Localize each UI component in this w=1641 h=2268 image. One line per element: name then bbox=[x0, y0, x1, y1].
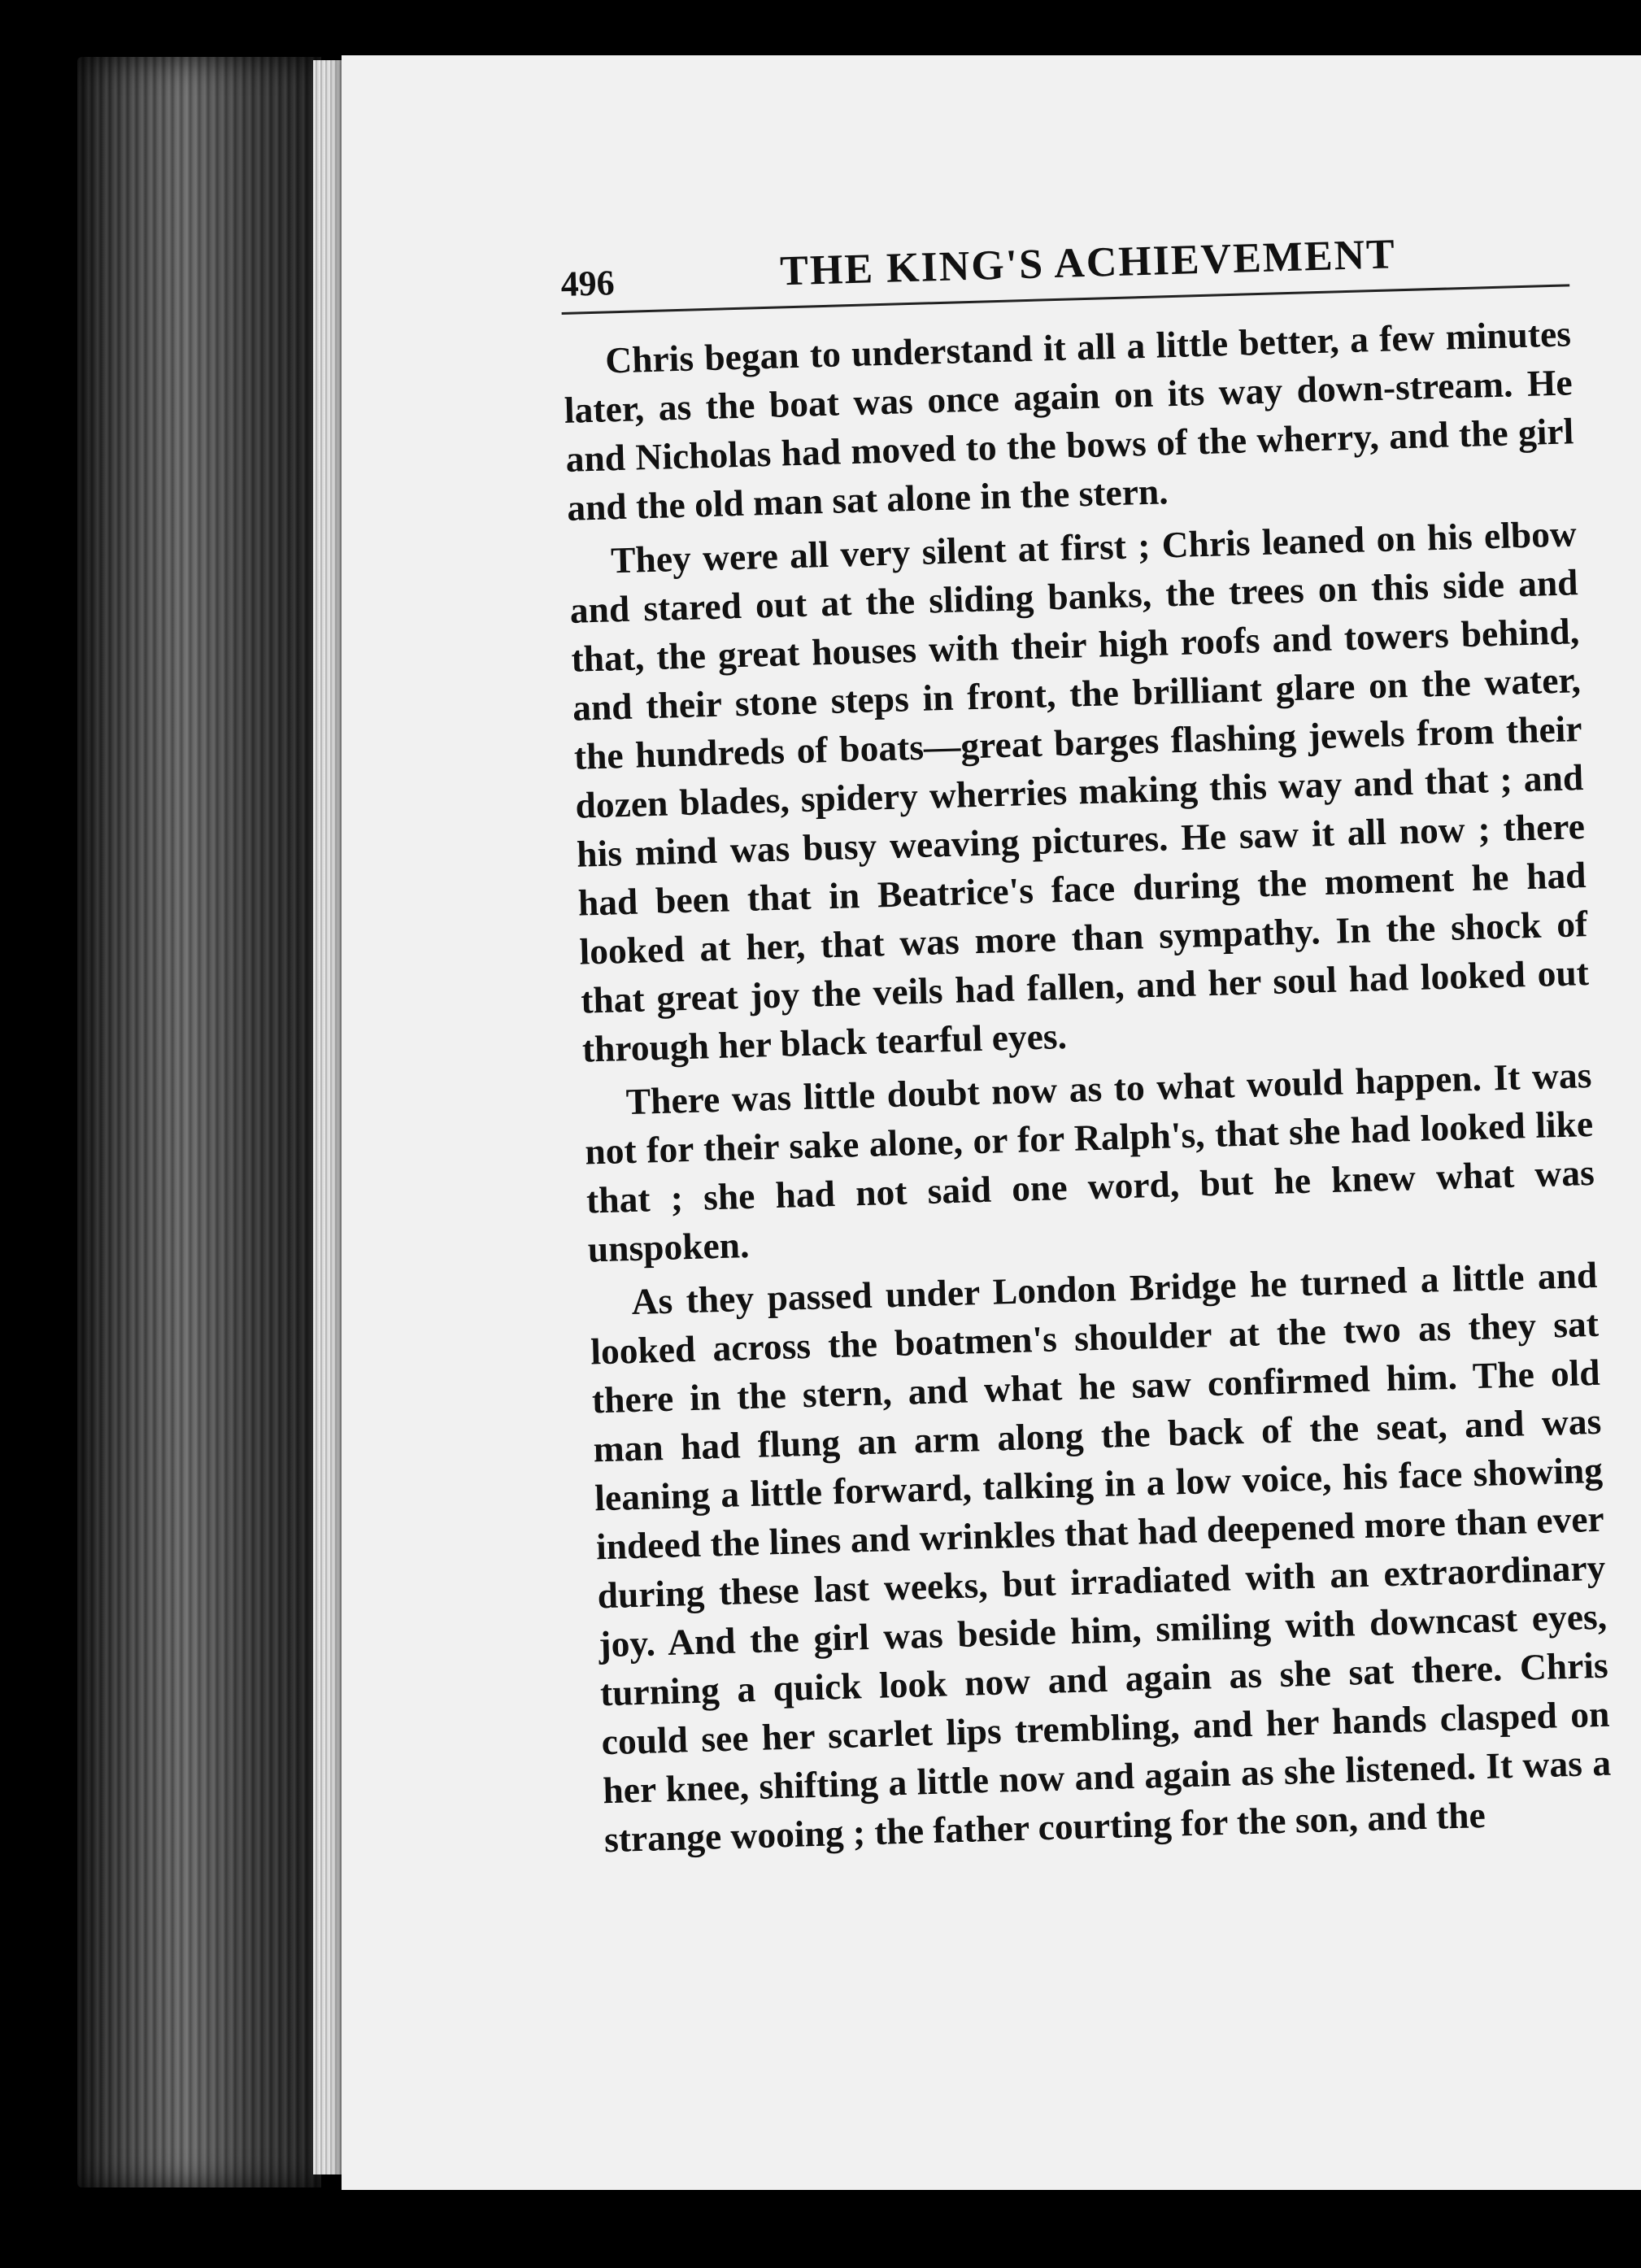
paragraph-4: As they passed under London Bridge he turned a little and looked across the boatmen's shoulder at the two as they sat there in the stern, and what he saw confirmed him. The old man had flung an arm along the back of the seat, and was leaning a little forward, talking in a low voice, his face showing indeed the lines and wrinkles that had deepened more than ever during these last weeks, but irradiated with an extraordinary joy. And the girl was beside him, smiling with downcast eyes, turning a quick look now and again as she sat there. Chris could see her scarlet lips trembling, and her hands clasped on her knee, shifting a little now and again as she listened. It was a strange wooing ; the father courting for the son, and the bbox=[590, 1253, 1612, 1861]
running-title: THE KING'S ACHIEVEMENT bbox=[779, 231, 1397, 295]
page-content bbox=[559, 206, 1641, 1869]
running-head bbox=[559, 206, 1634, 309]
page-edges bbox=[313, 60, 346, 2174]
paragraph-3: There was little doubt now as to what would happen. It was not for their sake alone, or for Ralph's, that she had looked like that ; she had not said one word, but he knew what was unspoken. bbox=[584, 1053, 1595, 1270]
page-number: 496 bbox=[559, 263, 616, 304]
paragraph-2: They were all very silent at first ; Chris leaned on his elbow and stared out at the sliding banks, the trees on this side and that, the great houses with their high roofs and towers behind, and their stone steps in front, the brilliant glare on the water, the hundreds of boats—great barges flashing jewels from their dozen blades, spidery wherries making this way and that ; and his mind was busy weaving pictures. He saw it all now ; there had been that in Beatrice's face during the moment he had looked at her, that was more than sympathy. In the shock of that great joy the veils had fallen, and her soul had looked out through her black tearful eyes. bbox=[569, 512, 1590, 1070]
book-page bbox=[342, 55, 1641, 2190]
paragraph-1: Chris began to understand it all a little better, a few minutes later, as the boat was once again on its way down-stream. He and Nicholas had moved to the bows of the wherry, and the girl and the old man sat alone in the stern. bbox=[564, 312, 1574, 529]
book-spine bbox=[77, 57, 321, 2187]
